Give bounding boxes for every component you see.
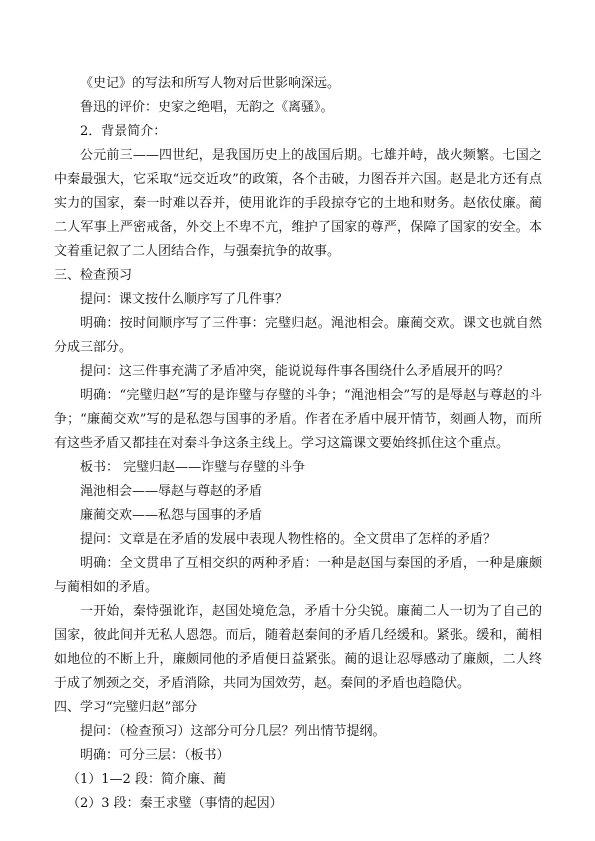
blackboard-line-3: 廉蔺交欢——私怨与国事的矛盾 — [80, 508, 263, 523]
outline-item-2: （2）3 段：秦王求璧（事情的起因） — [67, 796, 283, 811]
paragraph-answer-order: 明确：按时间顺序写了三件事：完璧归赵。渑池相会。廉蔺交欢。课文也就自然分成三部分。 — [54, 316, 542, 355]
paragraph-question-conflict: 提问：这三件事充满了矛盾冲突，能说说每件事各围绕什么矛盾展开的吗？ — [80, 364, 510, 379]
paragraph-background: 公元前三——四世纪，是我国历史上的战国后期。七雄并峙，战火频繁。七国之中秦最强大，它采取“远交近攻”的政策，各个击破，力图吞并六国。赵是北方还有点实力的国家，秦一时难以吞并，使用讹诈的手段掠夺它的土地和财务。赵依仗廉。蔺二人军事上严密戒备，外交上不卑不亢，维护了国家的尊严，保障了国家的安全。本文着重记叙了二人团结合作，与强秦抗争的故事。 — [54, 148, 542, 259]
blackboard-line-2: 渑池相会——辱赵与尊赵的矛盾 — [80, 484, 263, 499]
paragraph-question-order: 提问：课文按什么顺序写了几件事？ — [80, 292, 289, 307]
paragraph-answer-conflict: 明确：“完璧归赵”写的是诈璧与存璧的斗争；“渑池相会”写的是辱赵与尊赵的斗争；“廉蔺交欢”写的是私怨与国事的矛盾。作者在矛盾中展开情节，刻画人物，而所有这些矛盾又都挂在对秦斗争这条主线上。学习这篇课文要始终抓住这个重点。 — [54, 388, 542, 451]
paragraph-shiji-influence: 《史记》的写法和所写人物对后世影响深远。 — [80, 76, 341, 91]
outline-item-1: （1）1—2 段：简介廉、蔺 — [67, 772, 226, 787]
paragraph-luxun-comment: 鲁迅的评价：史家之绝唱，无韵之《离骚》。 — [80, 100, 334, 115]
paragraph-answer-character: 明确：全文贯串了互相交织的两种矛盾：一种是赵国与秦国的矛盾，一种是廉颇与蔺相如的矛盾。 — [54, 556, 542, 595]
blackboard-line-1: 板书： 完璧归赵——诈璧与存璧的斗争 — [80, 460, 306, 475]
paragraph-answer-layers: 明确：可分三层：（板书） — [80, 748, 230, 763]
paragraph-question-character: 提问：文章是在矛盾的发展中表现人物性格的。全文贯串了怎样的矛盾？ — [80, 532, 497, 547]
paragraph-question-layers: 提问：（检查预习）这部分可分几层？列出情节提纲。 — [80, 724, 386, 739]
document-body — [54, 72, 542, 816]
paragraph-conflict-development: 一开始，秦恃强讹诈，赵国处境危急，矛盾十分尖锐。廉蔺二人一切为了自己的国家，彼此间并无私人恩怨。而后，随着赵秦间的矛盾几经缓和。紧张。缓和，蔺相如地位的不断上升，廉颇同他的矛盾便日益紧张。蔺的退让忍辱感动了廉颇，二人终于成了刎颈之交，矛盾消除，共同为国效劳，赵。秦间的矛盾也趋隐伏。 — [54, 604, 542, 691]
section-heading-wanbi: 四、学习“完璧归赵”部分 — [54, 700, 198, 715]
heading-background: 2．背景简介： — [80, 124, 167, 139]
section-heading-preview: 三、检查预习 — [54, 268, 133, 283]
